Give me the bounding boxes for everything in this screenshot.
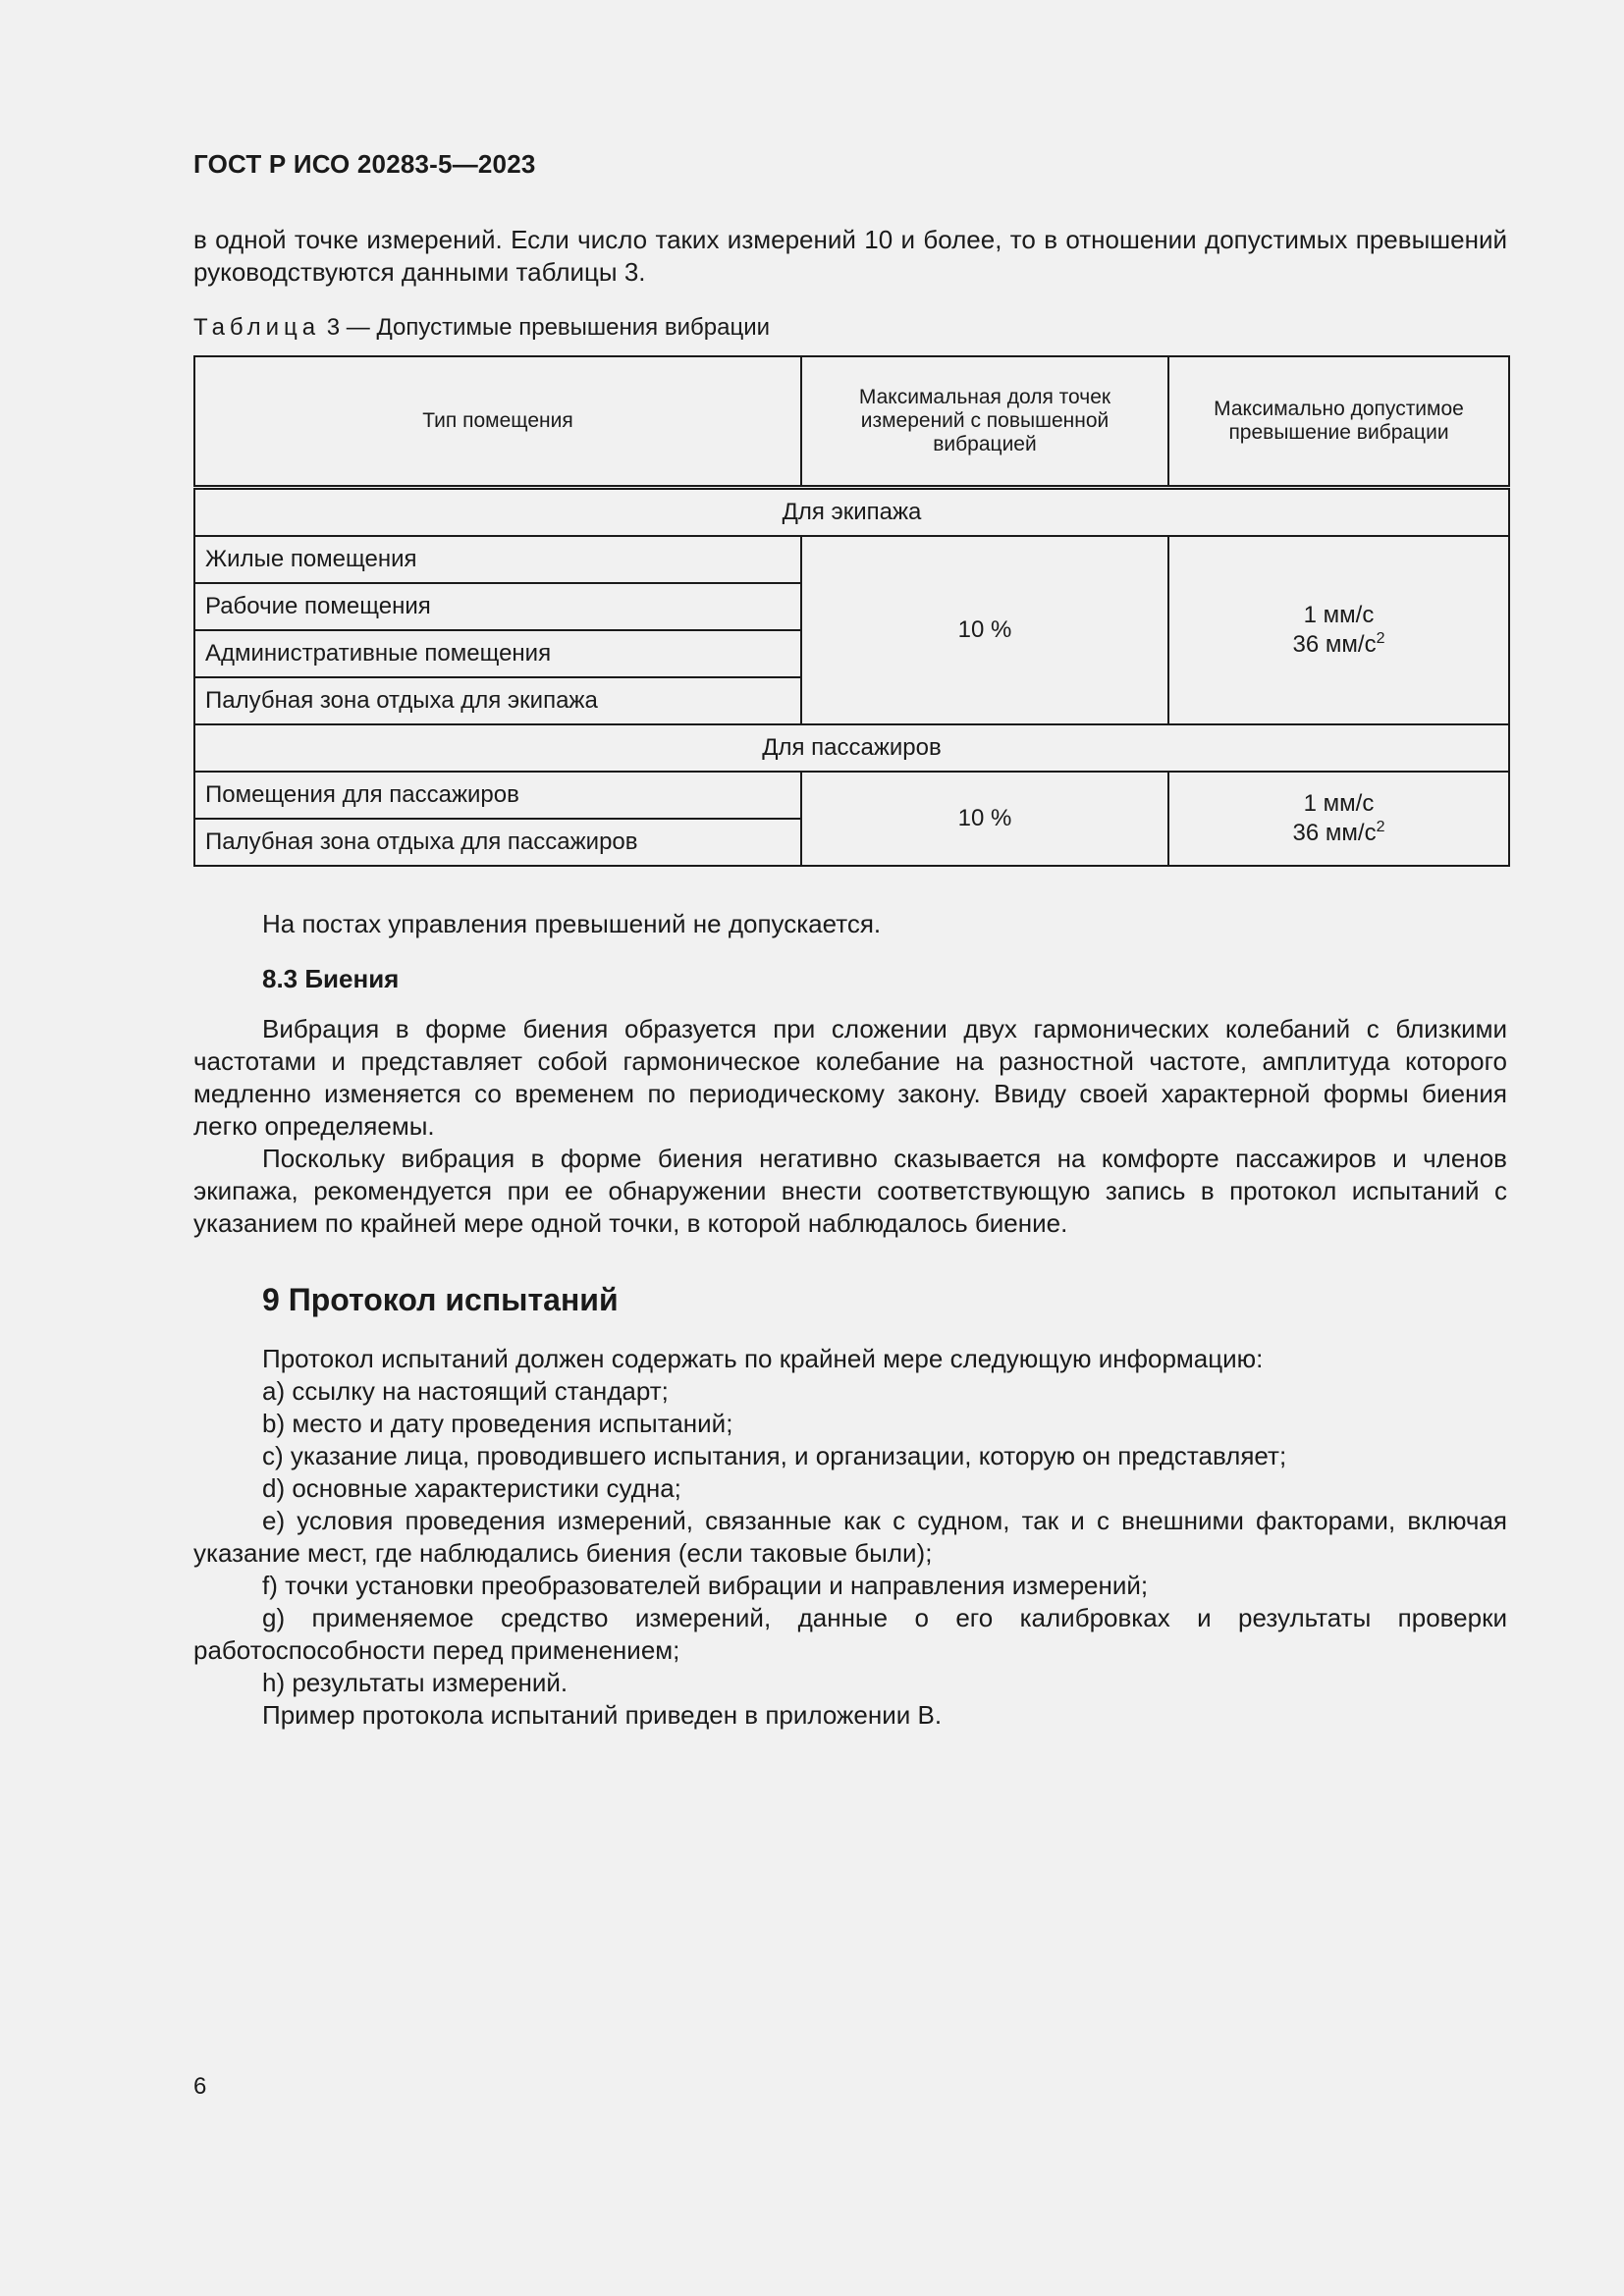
table-row: [194, 536, 1509, 583]
table-caption-word: Таблица: [193, 314, 321, 341]
list-item-b: b) место и дату проведения испытаний;: [262, 1409, 733, 1438]
column-header-limit: Максимально допустимое превышение вибрации: [1168, 356, 1509, 488]
limit-velocity: 1 мм/с: [1303, 602, 1375, 628]
group-title-crew: Для экипажа: [194, 488, 1509, 537]
intro-paragraph: в одной точке измерений. Если число таких измерений 10 и более, то в отношении допустимых превышений руководствуются данными таблицы 3.: [193, 225, 1507, 287]
limit-cell-passengers: [1168, 772, 1509, 866]
share-cell-passengers: 10 %: [801, 772, 1168, 866]
room-type-cell: Помещения для пассажиров: [194, 772, 801, 819]
limit-acceleration: 36 $мм/с^2$: [1292, 819, 1385, 846]
table-row: [194, 772, 1509, 819]
room-type-cell: Административные помещения: [194, 630, 801, 677]
control-posts-note: На постах управления превышений не допускается.: [262, 909, 882, 938]
list-item-h: h) результаты измерений.: [262, 1668, 568, 1697]
table-header-row: [194, 356, 1509, 488]
table-caption: [193, 314, 770, 342]
section-8-3-paragraph-1: Вибрация в форме биения образуется при сложении двух гармонических колебаний с близкими частотами и представляет собой гармоническое колебание на разностной частоте, амплитуда которого медленно изменяется со временем по периодическому закону. Ввиду своей характерной формы биения легко определяемы.: [193, 1014, 1507, 1141]
document-header: ГОСТ Р ИСО 20283-5—2023: [193, 149, 536, 179]
share-cell-crew: 10 %: [801, 536, 1168, 724]
group-title-passengers: Для пассажиров: [194, 724, 1509, 772]
group-row-passengers: [194, 724, 1509, 772]
column-header-room-type: Тип помещения: [194, 356, 801, 488]
page-number: 6: [193, 2073, 207, 2100]
section-8-3-heading: 8.3 Биения: [262, 964, 400, 993]
section-9-intro: Протокол испытаний должен содержать по крайней мере следующую информацию:: [262, 1344, 1264, 1373]
list-item-f: f) точки установки преобразователей вибрации и направления измерений;: [262, 1571, 1149, 1600]
limit-velocity: 1 мм/с: [1303, 790, 1375, 817]
table-caption-title: 3 — Допустимые превышения вибрации: [326, 314, 770, 341]
vibration-table: [193, 355, 1510, 867]
section-9-heading: 9 Протокол испытаний: [262, 1282, 619, 1317]
room-type-cell: Жилые помещения: [194, 536, 801, 583]
section-9-example-note: Пример протокола испытаний приведен в приложении В.: [262, 1700, 943, 1730]
column-header-share: Максимальная доля точек измерений с повышенной вибрацией: [801, 356, 1168, 488]
group-row-crew: [194, 488, 1509, 537]
room-type-cell: Рабочие помещения: [194, 583, 801, 630]
room-type-cell: Палубная зона отдыха для экипажа: [194, 677, 801, 724]
list-item-g: g) применяемое средство измерений, данные о его калибровках и результаты проверки работоспособности перед применением;: [193, 1603, 1507, 1665]
list-item-d: d) основные характеристики судна;: [262, 1473, 681, 1503]
room-type-cell: Палубная зона отдыха для пассажиров: [194, 819, 801, 866]
list-item-c: c) указание лица, проводившего испытания, и организации, которую он представляет;: [262, 1441, 1287, 1470]
limit-cell-crew: [1168, 536, 1509, 724]
list-item-e: e) условия проведения измерений, связанные как с судном, так и с внешними факторами, включая указание мест, где наблюдались биения (если таковые были);: [193, 1506, 1507, 1568]
limit-acceleration: 36 $мм/с^2$: [1292, 630, 1385, 658]
list-item-a: a) ссылку на настоящий стандарт;: [262, 1376, 669, 1406]
section-8-3-paragraph-2: Поскольку вибрация в форме биения негативно сказывается на комфорте пассажиров и членов экипажа, рекомендуется при ее обнаружении внести соответствующую запись в протокол испытаний с указанием по крайней мере одной точки, в которой наблюдалось биение.: [193, 1144, 1507, 1238]
